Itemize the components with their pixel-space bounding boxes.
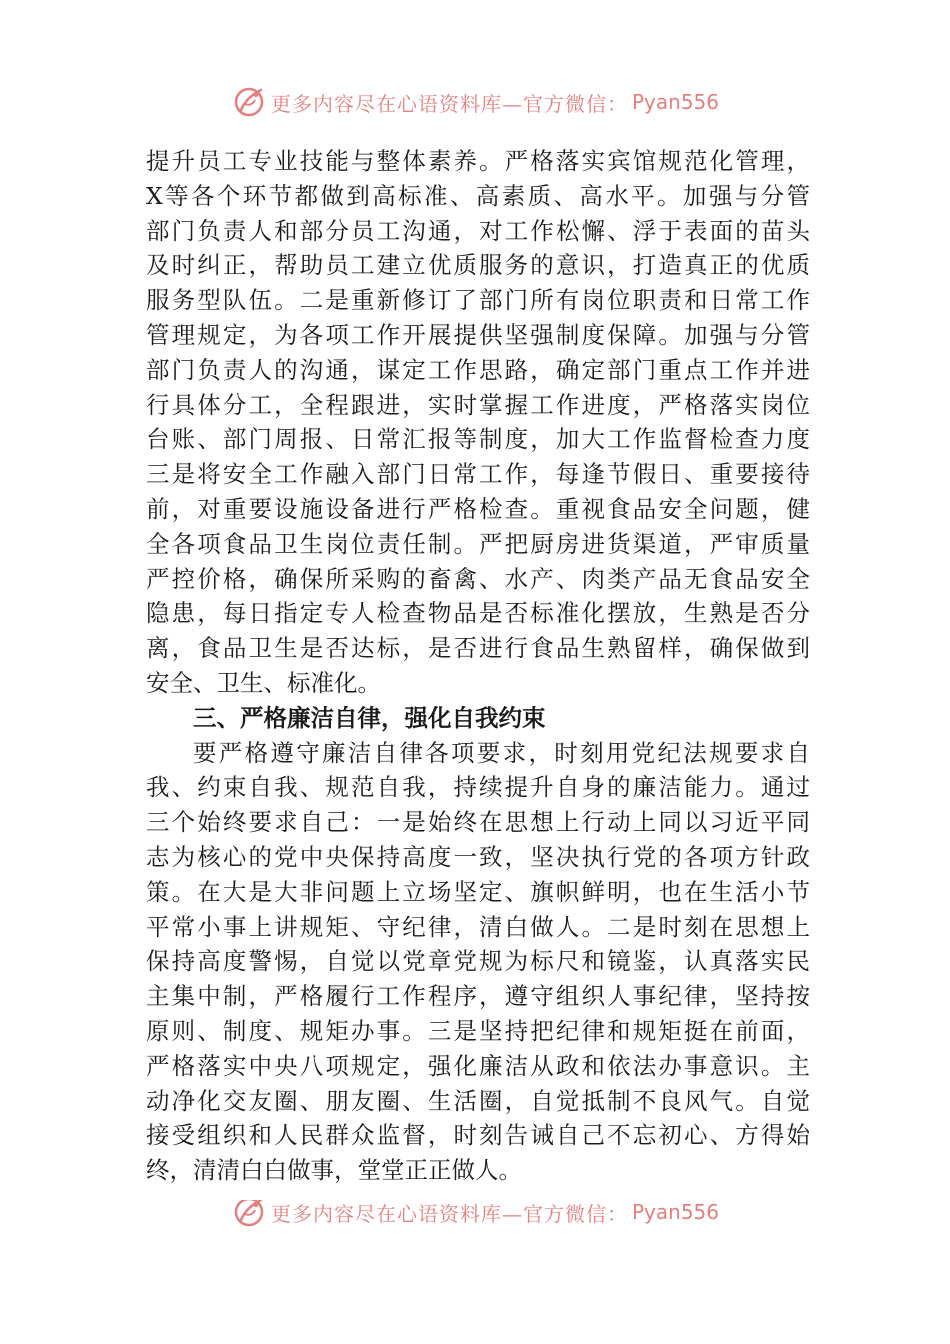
text-line: 前，对重要设施设备进行严格检查。重视食品安全问题，健: [146, 494, 810, 523]
text-line: 三是将安全工作融入部门日常工作，每逢节假日、重要接待: [146, 460, 810, 489]
footer-banner-text: 更多内容尽在心语资料库—官方微信：: [270, 1201, 628, 1226]
header-watermark-banner: [0, 80, 950, 124]
text-line: 策。在大是大非问题上立场坚定、旗帜鲜明，也在生活小节: [146, 877, 810, 906]
text-line: 管理规定，为各项工作开展提供坚强制度保障。加强与分管: [146, 320, 810, 349]
text-line: X等各个环节都做到高标准、高素质、高水平。加强与分管: [146, 181, 810, 210]
text-line: 服务型队伍。二是重新修订了部门所有岗位职责和日常工作: [146, 286, 810, 315]
text-line: 要严格遵守廉洁自律各项要求，时刻用党纪法规要求自: [193, 738, 810, 767]
text-line: 三个始终要求自己：一是始终在思想上行动上同以习近平同: [146, 808, 810, 837]
text-line: 主集中制，严格履行工作程序，遵守组织人事纪律，坚持按: [146, 982, 810, 1011]
text-line: 接受组织和人民群众监督，时刻告诫自己不忘初心、方得始: [146, 1121, 810, 1150]
footer-watermark-banner: [0, 1200, 950, 1240]
text-line: 志为核心的党中央保持高度一致，坚决执行党的各项方针政: [146, 842, 810, 871]
text-line: 终，清清白白做事，堂堂正正做人。: [146, 1156, 522, 1185]
document-body: [146, 144, 810, 1188]
xinyu-logo-icon: [231, 1200, 267, 1230]
text-line: 平常小事上讲规矩、守纪律，清白做人。二是时刻在思想上: [146, 912, 810, 941]
text-line: 严格落实中央八项规定，强化廉洁从政和依法办事意识。主: [146, 1051, 810, 1080]
text-line: 全各项食品卫生岗位责任制。严把厨房进货渠道，严审质量: [146, 529, 810, 558]
text-line: 离，食品卫生是否达标，是否进行食品生熟留样，确保做到: [146, 634, 810, 663]
text-line: 行具体分工，全程跟进，实时掌握工作进度，严格落实岗位: [146, 390, 810, 419]
footer-banner-code: Pyan556: [631, 1200, 719, 1224]
text-line: 安全、卫生、标准化。: [146, 668, 381, 697]
header-banner-text: 更多内容尽在心语资料库—官方微信：: [270, 91, 628, 116]
text-line: 提升员工专业技能与整体素养。严格落实宾馆规范化管理，: [146, 147, 810, 175]
paragraph-1: [146, 144, 810, 701]
paragraph-2: [146, 736, 810, 1188]
text-line: 部门负责人和部分员工沟通，对工作松懈、浮于表面的苗头: [146, 216, 810, 245]
section-heading: 三、严格廉洁自律，强化自我约束: [193, 703, 546, 732]
text-line: 台账、部门周报、日常汇报等制度，加大工作监督检查力度: [146, 425, 810, 454]
text-line: 原则、制度、规矩办事。三是坚持把纪律和规矩挺在前面，: [146, 1016, 810, 1045]
text-line: 隐患，每日指定专人检查物品是否标准化摆放，生熟是否分: [146, 599, 810, 628]
text-line: 保持高度警惕，自觉以党章党规为标尺和镜鉴，认真落实民: [146, 947, 810, 976]
text-line: 严控价格，确保所采购的畜禽、水产、肉类产品无食品安全: [146, 564, 810, 593]
text-line: 我、约束自我、规范自我，持续提升自身的廉洁能力。通过: [146, 773, 810, 802]
text-line: 动净化交友圈、朋友圈、生活圈，自觉抵制不良风气。自觉: [146, 1086, 810, 1115]
header-banner-code: Pyan556: [631, 90, 719, 114]
xinyu-logo-icon: [231, 84, 267, 120]
text-line: 及时纠正，帮助员工建立优质服务的意识，打造真正的优质: [146, 251, 810, 280]
text-line: 部门负责人的沟通，谋定工作思路，确定部门重点工作并进: [146, 355, 810, 384]
